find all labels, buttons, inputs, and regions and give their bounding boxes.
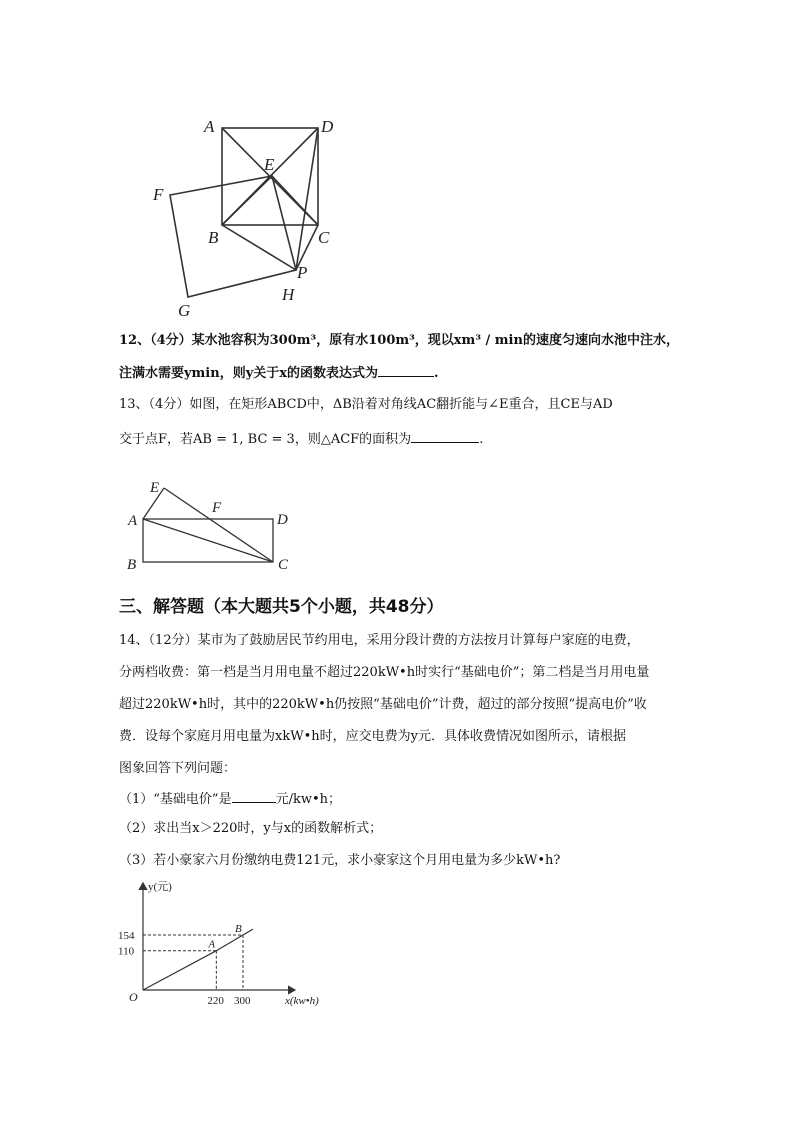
question-12-end: . <box>434 366 439 381</box>
geometry-figure-squares <box>140 110 360 325</box>
question-12-line1: 12、（4分）某水池容积为300m³，原有水100m³，现以xm³ / min的速度匀速向水池中注水， <box>119 333 679 348</box>
label2-f: F <box>212 500 222 516</box>
label2-d: D <box>277 512 288 528</box>
label2-e: E <box>150 480 160 496</box>
question-12-line2: 注满水需要ymin，则y关于x的函数表达式为 <box>119 366 379 381</box>
label-p: P <box>297 263 308 282</box>
y-axis-label: y(元) <box>148 881 172 893</box>
question-13-line2-row <box>119 430 679 449</box>
question-14-sub1-row <box>119 790 679 809</box>
question-14-sub3: （3）若小豪家六月份缴纳电费121元，求小豪家这个月用电量为多少kW•h? <box>119 853 561 868</box>
question-12-line2-row <box>119 364 679 383</box>
geometry-figure-rectangle <box>120 470 300 580</box>
question-12 <box>119 332 679 350</box>
y-tick-label: 154 <box>118 930 135 942</box>
question-14-sub2: （2）求出当x＞220时，y与x的函数解析式； <box>119 821 383 836</box>
label-d: D <box>321 117 334 136</box>
x-tick-label: 220 <box>207 995 224 1007</box>
series-line <box>143 929 253 990</box>
label-a: A <box>204 117 215 136</box>
answer-blank-14[interactable] <box>232 790 276 803</box>
label-g: G <box>178 301 191 320</box>
label2-c: C <box>278 557 289 573</box>
question-13-end: . <box>479 432 484 447</box>
question-13-line1: 13、（4分）如图，在矩形ABCD中，ΔB沿着对角线AC翻折能与∠E重合，且CE与AD <box>119 397 613 412</box>
x-axis-label: x(kw•h) <box>285 995 319 1007</box>
origin-label: O <box>129 990 138 1004</box>
label-f: F <box>153 185 164 204</box>
point-label-b: B <box>235 923 242 935</box>
question-14-line5: 图象回答下列问题： <box>119 761 237 776</box>
label-b: B <box>208 228 219 247</box>
point-label-a: A <box>208 938 216 951</box>
question-13-line2: 交于点F，若AB = 1, BC = 3，则△ACF的面积为 <box>119 432 412 447</box>
question-14-line1: 14、（12分）某市为了鼓励居民节约用电，采用分段计费的方法按月计算每户家庭的电费， <box>119 633 640 648</box>
label2-a: A <box>128 513 138 529</box>
y-tick-label: 110 <box>118 945 135 958</box>
question-14-line3: 超过220kW•h时，其中的220kW•h仍按照“基础电价”计费，超过的部分按照“提高电价”收 <box>119 697 647 712</box>
label2-b: B <box>127 557 137 573</box>
question-14-line2: 分两档收费：第一档是当月用电量不超过220kW•h时实行“基础电价”；第二档是当月用电量 <box>119 665 650 680</box>
x-tick-label: 300 <box>234 995 251 1007</box>
question-14-line4: 费．设每个家庭月用电量为xkW•h时，应交电费为y元．具体收费情况如图所示，请根据 <box>119 729 626 744</box>
answer-blank-12[interactable] <box>378 364 434 377</box>
question-14-sub1: （1）“基础电价”是 <box>119 792 232 807</box>
answer-blank-13[interactable] <box>411 430 479 443</box>
square-fehg <box>170 176 296 297</box>
section-title: 三、解答题（本大题共5个小题，共48分） <box>119 597 444 617</box>
label-c: C <box>318 228 330 247</box>
question-13 <box>119 396 679 414</box>
question-14-sub1-unit: 元/kw•h； <box>275 792 342 807</box>
electricity-chart <box>110 875 350 1015</box>
label-e: E <box>264 155 275 174</box>
label-h: H <box>282 285 295 304</box>
